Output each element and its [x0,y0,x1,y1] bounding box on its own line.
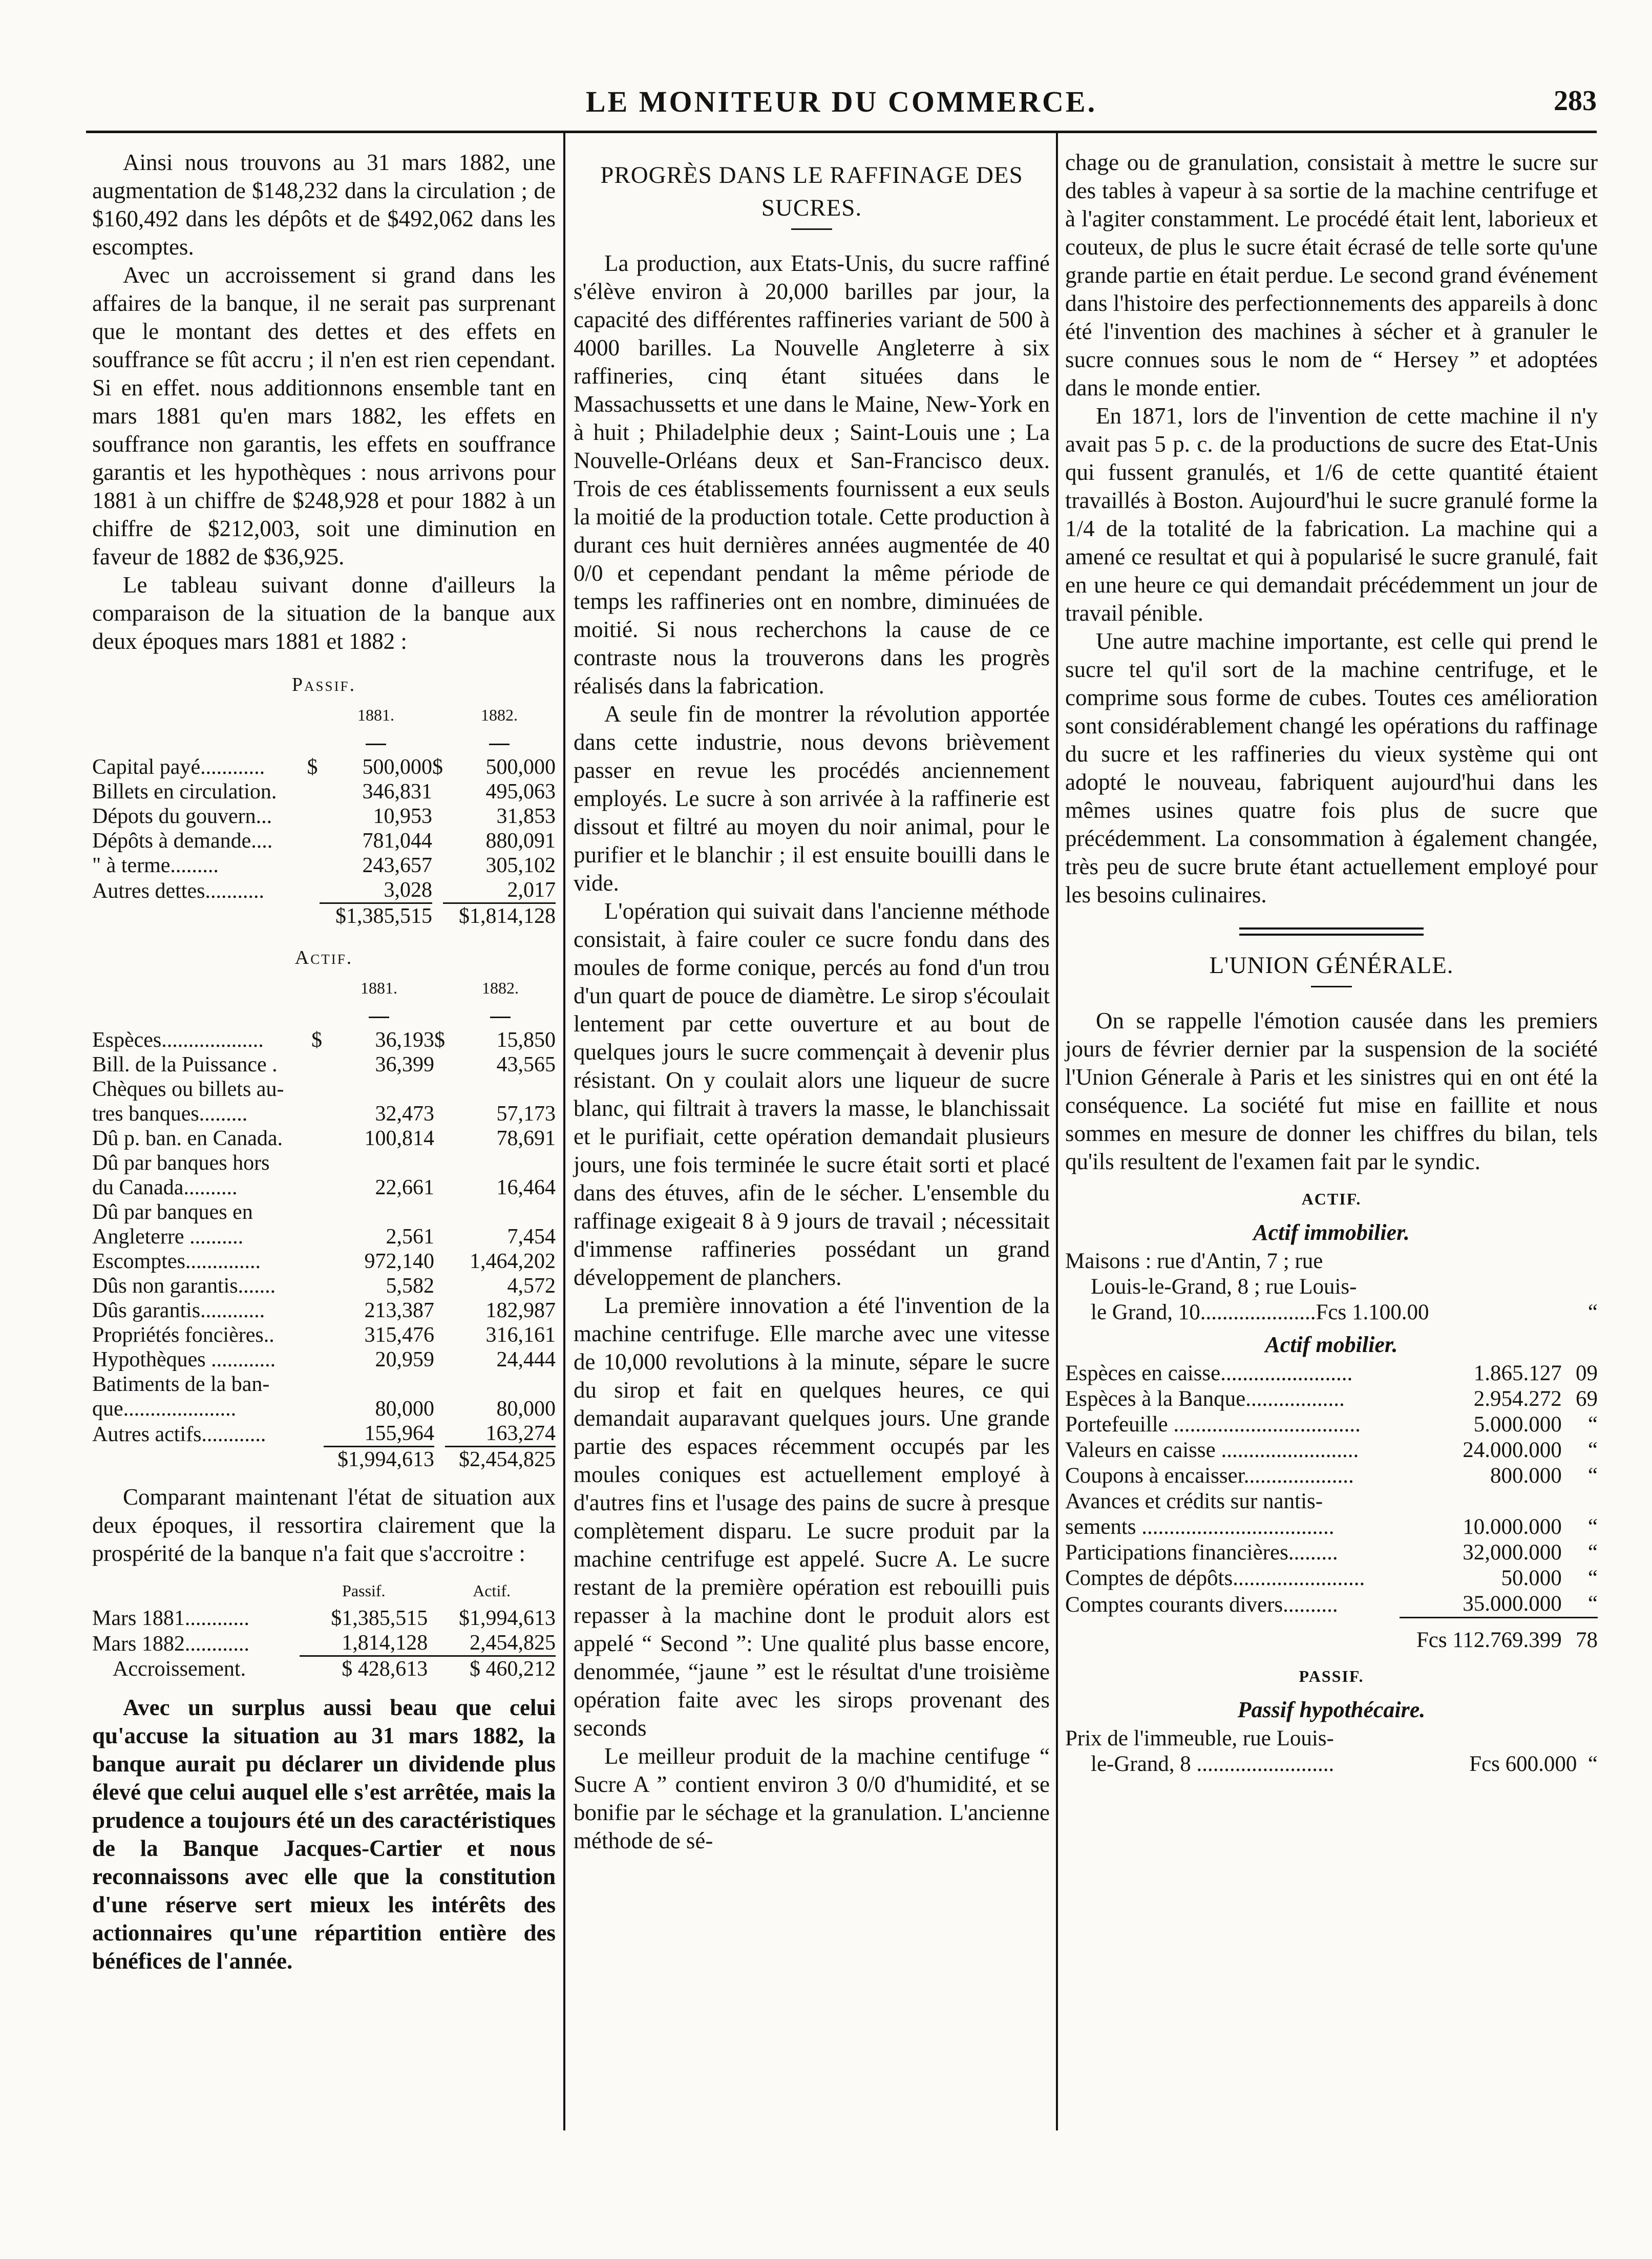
table-row [1065,1412,1598,1438]
value-1882: 880,091 [485,829,556,853]
column-divider-2 [1056,133,1058,2130]
table-row [92,1249,556,1274]
row-value: 10.000.000 [1463,1515,1562,1539]
value-1882: 7,454 [507,1225,556,1249]
currency-sign [434,1323,445,1347]
currency-sign [311,1126,324,1151]
value-1882 [445,1372,556,1397]
table-row [92,1631,556,1656]
actif-total-1881: $1,994,613 [324,1447,434,1472]
table-row [92,1372,556,1397]
table-row [1065,1489,1598,1514]
value-1882: 305,102 [485,854,556,877]
currency-sign: $ [311,1028,322,1052]
value-1881: 243,657 [362,854,432,877]
currency-sign [307,804,320,829]
value-1881: 22,661 [375,1176,434,1199]
value-1881: 781,044 [362,829,432,853]
paragraph: L'opération qui suivait dans l'ancienne méthode consistait, à faire couler ce sucre fondu dans des moules de forme conique, percés au fond d'un trou d'un quart de pouce de diamètre. Le sirop s'écoulait lentement par cette ouverture et au bout de quelques jours le sucre commençait à devenir plus résistant. On y coulait alors une liqueur de sucre blanc, qui filtrait à travers la masse, le blanchissait et le purifiait, cette opération demandait plusieurs jours, une fois terminée le sucre était sorti et placé dans des étuves, afin de le sécher. L'ensemble du raffinage exigeait 8 à 9 jours de travail ; nécessitait d'immense raffineries possédant un grand développement de planchers. [574,898,1050,1290]
table-row [92,1052,556,1077]
row-label: Coupons à encaisser.................... [1065,1464,1354,1488]
value-1881: 36,193 [375,1028,434,1052]
table-row [92,1126,556,1151]
passif-table [92,702,556,928]
currency-sign [434,1249,445,1274]
passif-caption: Passif. [291,674,356,695]
row-value [1400,1489,1562,1514]
table-row [92,1175,556,1200]
table-row [1065,1386,1598,1412]
value-1881: 20,959 [375,1348,434,1371]
value-1881: 32,473 [375,1102,434,1126]
table-row [92,853,556,878]
currency-sign [434,1347,445,1372]
row-label: Dû par banques en [92,1200,253,1224]
table-row [92,1421,556,1447]
row-label: que..................... [92,1397,237,1421]
currency-sign [432,829,443,853]
value-1881 [324,1200,434,1224]
row-value: 50.000 [1501,1566,1562,1590]
value-1881: 972,140 [364,1250,434,1273]
row-cents: “ [1587,1438,1598,1462]
table-row [92,1323,556,1347]
value-1881: 5,582 [386,1274,434,1298]
row-label: Chèques ou billets au- [92,1078,284,1101]
table-row [92,1200,556,1224]
row-cents: “ [1587,1515,1598,1539]
prix-label: le-Grand, 8 ......................... [1091,1752,1335,1776]
table-row [92,1028,556,1052]
currency-sign [311,1249,324,1274]
row-value: 1.865.127 [1473,1361,1562,1385]
currency-sign [434,1421,445,1447]
actif-mobilier-heading: Actif mobilier. [1265,1332,1398,1357]
maisons-value: le Grand, 10.....................Fcs 1.100.00 [1091,1300,1429,1324]
paragraph: Avec un surplus aussi beau que celui qu'accuse la situation au 31 mars 1882, la banque aurait pu déclarer un dividende plus élevé que celui auquel elle s'est arrêtée, mais la prudence a toujours été un des caractéristiques de la Banque Jacques-Cartier et nous reconnaissons avec elle que la constitution d'une réserve sert mieux les intérêts des actionnaires qu'une répartition entière des bénéfices de l'année. [92,1695,556,1974]
value-1882: 24,444 [496,1348,556,1371]
currency-sign [432,853,443,878]
comparison-table [92,1578,556,1681]
value-1881 [324,1077,434,1102]
table-row [92,1298,556,1323]
currency-sign [307,779,320,804]
value-1881: 80,000 [375,1397,434,1421]
row-label: Dû par banques hors [92,1151,270,1175]
row-label: Espèces................... [92,1028,264,1052]
row-label: Propriétés foncières.. [92,1323,274,1347]
value-1882: 4,572 [507,1274,556,1298]
table-row [92,1102,556,1126]
currency-sign: $ [434,1028,445,1052]
column-2 [574,149,1050,1855]
actif-immobilier-heading: Actif immobilier. [1253,1220,1410,1245]
article-heading: L'UNION GÉNÉRALE. [1209,952,1454,979]
currency-sign [311,1200,324,1224]
column-divider-1 [563,133,565,2130]
currency-sign [311,1323,324,1347]
row-label: Angleterre .......... [92,1225,244,1249]
article-body [574,249,1050,1855]
page-number: 283 [1554,85,1597,117]
value-1881: 2,561 [386,1225,434,1249]
row-label: tres banques......... [92,1102,248,1126]
currency-sign [434,1200,445,1224]
currency-sign [434,1372,445,1397]
currency-sign [432,804,443,829]
currency-sign [311,1421,324,1447]
value-passif: 1,814,128 [342,1631,428,1655]
value-1881: 100,814 [364,1127,434,1150]
row-cents: 69 [1576,1387,1598,1411]
value-1882: 16,464 [496,1176,556,1199]
row-cents [1562,1489,1598,1514]
row-label: Valeurs en caisse ......................... [1065,1438,1359,1462]
paragraph: La première innovation a été l'invention de la machine centrifuge. Elle marche avec une vitesse de 10,000 revolutions à la minute, sépare le sucre du sirop et fait en quelques heures, ce qui demandait auparavant quelques jours. Une grande partie des espaces récemment occupés par les moules coniques est actuellement employé à d'autres fins et l'usage des pains de sucre à presque complètement disparu. Le sucre produit par la machine centrifuge est appelé. Sucre A. Le sucre restant de la première opération est rebouilli puis repasser à la machine dont le produit alors est appelé “ Second ”: Une qualité plus basse encore, denommée, “jaune ” est le résultat d'une troisième opération faite avec les sirops provenant des seconds [574,1293,1050,1741]
paragraph: Le meilleur produit de la machine centifuge “ Sucre A ” contient environ 3 0/0 d'humidité, et se bonifie par le séchage et la granulation. L'ancienne méthode de sé- [574,1743,1050,1853]
row-label: Espèces à la Banque.................. [1065,1387,1345,1411]
row-label: Autres dettes........... [92,879,264,903]
row-label: " à terme......... [92,854,219,877]
currency-sign [432,779,443,804]
passif-total-1881: $1,385,515 [320,903,432,929]
ditto-mark: “ [1587,1300,1598,1324]
value-1882 [445,1151,556,1175]
row-label: Capital payé............ [92,755,265,779]
currency-sign [311,1102,324,1126]
paragraph: En 1871, lors de l'invention de cette machine il n'y avait pas 5 p. c. de la productions de sucre des Etat-Unis qui fussent granulés, et 1/6 de cette quantité étaient travaillés à Boston. Aujourd'hui le sucre granulé forme la 1/4 de la totalité de la fabrication. La machine qui a amené ce resultat et qui à popularisé le sucre granulé, fait en une heure ce qui demandait précédemment un jour de travail pénible. [1065,403,1598,626]
bilan-total-cents: 78 [1562,1618,1598,1654]
table-row [1065,1540,1598,1566]
currency-sign [434,1298,445,1323]
row-label: Billets en circulation. [92,780,277,804]
passif-total-1882: $1,814,128 [443,903,556,929]
article-continuation [1065,149,1598,909]
table-row [1065,1566,1598,1591]
paragraph: La production, aux Etats-Unis, du sucre raffiné s'élève environ à 20,000 barilles par jour, la capacité des différentes raffineries variant de 500 à 4000 barilles. La Nouvelle Angleterre à six raffineries, cinq étant situées dans le Massachussetts et une dans le Maine, New-York en à huit ; Philadelphie deux ; Saint-Louis une ; La Nouvelle-Orléans deux et San-Francisco deux. Trois de ces établissements fournissent a eux seuls la moitié de la production totale. Cette production à durant ces huit dernières années augmentée de 40 0/0 et cependant pendant la même période de temps les raffineries ont en nombre, diminuées de moitié. Si nous recherchons la cause de ce contraste nous la trouverons dans les progrès réalisés dans la fabrication. [574,250,1050,699]
value-1882: 80,000 [496,1397,556,1421]
currency-sign [434,1052,445,1077]
prix-line-value [1065,1751,1598,1777]
row-cents: “ [1587,1412,1598,1437]
section-separator [1239,927,1424,936]
paragraph: Une autre machine importante, est celle qui prend le sucre tel qu'il sort de la machine centrifuge, et le comprime sous forme de cubes. Toutes ces amélioration sont considérablement changé les opérations du raffinage du sucre et les raffineries du vieux système qui ont adopté le nouveau, fabriquent aujourd'hui dans les mêmes usines quatre fois plus de sucre que précédemment. La consommation à également changée, très peu de sucre brute étant actuellement employé pour les besoins culinaires. [1065,628,1598,907]
value-1881: 346,831 [362,780,432,804]
value-1882: 15,850 [496,1028,556,1052]
page-header [86,85,1597,125]
value-1882: 43,565 [496,1053,556,1076]
table-row [92,755,556,779]
currency-sign [434,1397,445,1421]
value-1882: 163,274 [485,1422,556,1445]
column-1 [92,149,556,1975]
paragraph: On se rappelle l'émotion causée dans les premiers jours de février dernier par la suspension de la société l'Union Génerale à Paris et les sinistres qui en ont été la conséquence. La société fut mise en faillite et nous sommes en mesure de donner les chiffres du bilan, tels qu'ils resultent de l'examen fait par le syndic. [1065,1008,1598,1174]
passif-hypothecaire-heading: Passif hypothécaire. [1237,1697,1426,1722]
cmp-header-actif: Actif. [473,1581,511,1600]
currency-sign [311,1397,324,1421]
currency-sign [434,1102,445,1126]
paragraph: Comparant maintenant l'état de situation aux deux époques, il ressortira clairement que la prospérité de la banque n'a fait que s'accroitre : [92,1484,556,1566]
row-label: sements ................................... [1065,1515,1335,1539]
currency-sign [307,829,320,853]
currency-sign [311,1151,324,1175]
value-1881 [324,1372,434,1397]
currency-sign [434,1126,445,1151]
actif-label: ACTIF. [1301,1190,1362,1208]
value-1882: 57,173 [496,1102,556,1126]
value-1881: 500,000 [362,755,432,779]
maisons-line-value [1065,1300,1598,1325]
column-3 [1065,149,1598,1777]
actif-caption: Actif. [294,947,353,968]
value-actif: $1,994,613 [459,1607,556,1630]
value-1882: 2,017 [507,878,556,902]
ditto-mark: “ [1587,1752,1598,1776]
mobilier-table [1065,1361,1598,1653]
value-1882: 500,000 [485,755,556,779]
year-header: 1882. [480,706,518,724]
bilan-total: Fcs 112.769.399 [1400,1618,1562,1654]
row-label: Autres actifs............ [92,1422,266,1446]
row-value: 800.000 [1490,1464,1562,1488]
table-row [92,829,556,853]
value-1881 [324,1151,434,1175]
value-1882: 316,161 [485,1323,556,1347]
value-1882: 182,987 [485,1299,556,1322]
value-1881: 315,476 [364,1323,434,1347]
header-rule [86,131,1597,133]
row-label: Dû p. ban. en Canada. [92,1127,283,1150]
passif-label: PASSIF. [1299,1667,1364,1685]
cmp-total-label: Accroissement. [113,1657,246,1681]
value-1882: 31,853 [496,805,556,828]
currency-sign [311,1175,324,1200]
row-label: Dûs non garantis....... [92,1274,276,1298]
cmp-total-actif: $ 460,212 [428,1656,556,1682]
currency-sign [311,1372,324,1397]
value-1881: 36,399 [375,1053,434,1076]
table-row [92,1397,556,1421]
row-label: Hypothèques ............ [92,1348,276,1371]
table-row [92,1077,556,1102]
value-1881: 213,387 [364,1299,434,1322]
maisons-line: Louis-le-Grand, 8 ; rue Louis- [1091,1275,1357,1299]
table-row [92,779,556,804]
currency-sign [307,853,320,878]
currency-sign: $ [307,755,318,779]
maisons-entry [1065,1249,1598,1325]
value-1882 [445,1077,556,1102]
year-header: 1881. [360,979,397,997]
row-value: 5.000.000 [1473,1412,1562,1437]
currency-sign [434,1274,445,1298]
prix-entry [1065,1726,1598,1777]
value-1882: 495,063 [485,780,556,804]
masthead-title: LE MONITEUR DU COMMERCE. [585,85,1097,118]
currency-sign: $ [432,755,443,779]
table-row [92,1224,556,1249]
row-cents: “ [1587,1540,1598,1565]
currency-sign [311,1347,324,1372]
currency-sign [311,1274,324,1298]
row-value: 2.954.272 [1473,1387,1562,1411]
currency-sign [307,878,320,903]
year-header: 1882. [481,979,519,997]
table-row [92,1606,556,1631]
row-cents: 09 [1576,1361,1598,1385]
row-label: Dûs garantis............ [92,1299,265,1322]
value-1881: 3,028 [384,878,432,902]
table-row [1065,1438,1598,1463]
heading-rule [791,228,832,230]
maisons-line: Maisons : rue d'Antin, 7 ; rue [1065,1249,1323,1273]
row-cents: “ [1587,1566,1598,1590]
row-label: Mars 1882............ [92,1632,249,1656]
value-1881: 10,953 [373,805,432,828]
table-row [92,1151,556,1175]
heading-rule [1311,986,1352,987]
currency-sign [434,1175,445,1200]
actif-table [92,975,556,1472]
table-row [1065,1591,1598,1618]
year-header: 1881. [357,706,394,724]
value-1882 [445,1200,556,1224]
table-row [92,878,556,903]
cmp-total-passif: $ 428,613 [300,1656,428,1682]
row-label: Comptes courants divers.......... [1065,1592,1338,1617]
prix-value: Fcs 600.000 [1469,1752,1577,1776]
row-cents: “ [1587,1464,1598,1488]
value-1882: 1,464,202 [470,1250,556,1273]
row-label: Participations financières......... [1065,1540,1338,1565]
row-label: Espèces en caisse........................ [1065,1361,1353,1385]
table-row [92,1347,556,1372]
table-row [1065,1514,1598,1540]
row-value: 24.000.000 [1463,1438,1562,1462]
row-value: 32,000.000 [1463,1540,1562,1565]
currency-sign [434,1077,445,1102]
currency-sign [311,1052,324,1077]
row-label: Comptes de dépôts........................ [1065,1566,1365,1590]
row-label: Dépôts à demande.... [92,829,273,853]
row-value: 35.000.000 [1463,1592,1562,1616]
table-row [92,1274,556,1298]
row-label: Mars 1881............ [92,1607,249,1630]
currency-sign [434,1151,445,1175]
currency-sign [434,1224,445,1249]
row-label: Escomptes.............. [92,1250,261,1273]
table-row [1065,1361,1598,1386]
table-row [1065,1463,1598,1489]
currency-sign [311,1224,324,1249]
currency-sign [432,878,443,903]
value-actif: 2,454,825 [470,1631,556,1655]
value-1882: 78,691 [496,1127,556,1150]
prix-line: Prix de l'immeuble, rue Louis- [1065,1726,1334,1750]
row-label: Avances et crédits sur nantis- [1065,1489,1323,1513]
article-heading: PROGRÈS DANS LE RAFFINAGE DES SUCRES. [600,162,1023,221]
value-passif: $1,385,515 [331,1607,428,1630]
paragraph: chage ou de granulation, consistait à mettre le sucre sur des tables à vapeur à sa sortie de la machine centrifuge et à l'agiter constamment. Le procédé était lent, laborieux et couteux, de plus le sucre était écrasé de telle sorte qu'une grande partie en était perdue. Le second grand événement dans l'histoire des perfectionnements des appareils à donc été l'invention des machines à sécher et à granuler le sucre connues sous le nom de “ Hersey ” et adoptées dans le monde entier. [1065,150,1598,400]
row-label: Batiments de la ban- [92,1373,270,1396]
paragraph: A seule fin de montrer la révolution apportée dans cette industrie, nous devons brièvement passer en revue les procédés anciennement employés. Le sucre à son arrivée à la raffinerie est dissout et filtré au moyen du noir animal, pour le purifier et le blanchir ; il est ensuite bouilli dans le vide. [574,701,1050,896]
row-label: Dépots du gouvern... [92,805,272,828]
paragraph: Avec un accroissement si grand dans les affaires de la banque, il ne serait pas surprenant que le montant des dettes et des effets en souffrance se fût accru ; il n'en est rien cependant. Si en effet. nous additionnons ensemble tant en mars 1881 qu'en mars 1882, les effets en souffrance non garantis, les effets en souffrance garantis et les hypothèques : nous arrivons pour 1881 à un chiffre de $248,928 et pour 1882 à un chiffre de $212,003, soit une diminution en faveur de 1882 de $36,925. [92,262,556,569]
table-row [92,804,556,829]
value-1881: 155,964 [364,1422,434,1445]
currency-sign [311,1077,324,1102]
cmp-header-passif: Passif. [342,1581,386,1600]
currency-sign [311,1298,324,1323]
paragraph: Ainsi nous trouvons au 31 mars 1882, une augmentation de $148,232 dans la circulation ; de $160,492 dans les dépôts et de $492,062 dans les escomptes. [92,150,556,260]
paragraph: Le tableau suivant donne d'ailleurs la comparaison de la situation de la banque aux deux époques mars 1881 et 1882 : [92,572,556,654]
row-cents: “ [1587,1592,1598,1616]
actif-total-1882: $2,454,825 [445,1447,556,1472]
row-label: Portefeuille .................................. [1065,1412,1361,1437]
row-label: Bill. de la Puissance . [92,1053,278,1076]
row-label: du Canada.......... [92,1176,238,1199]
